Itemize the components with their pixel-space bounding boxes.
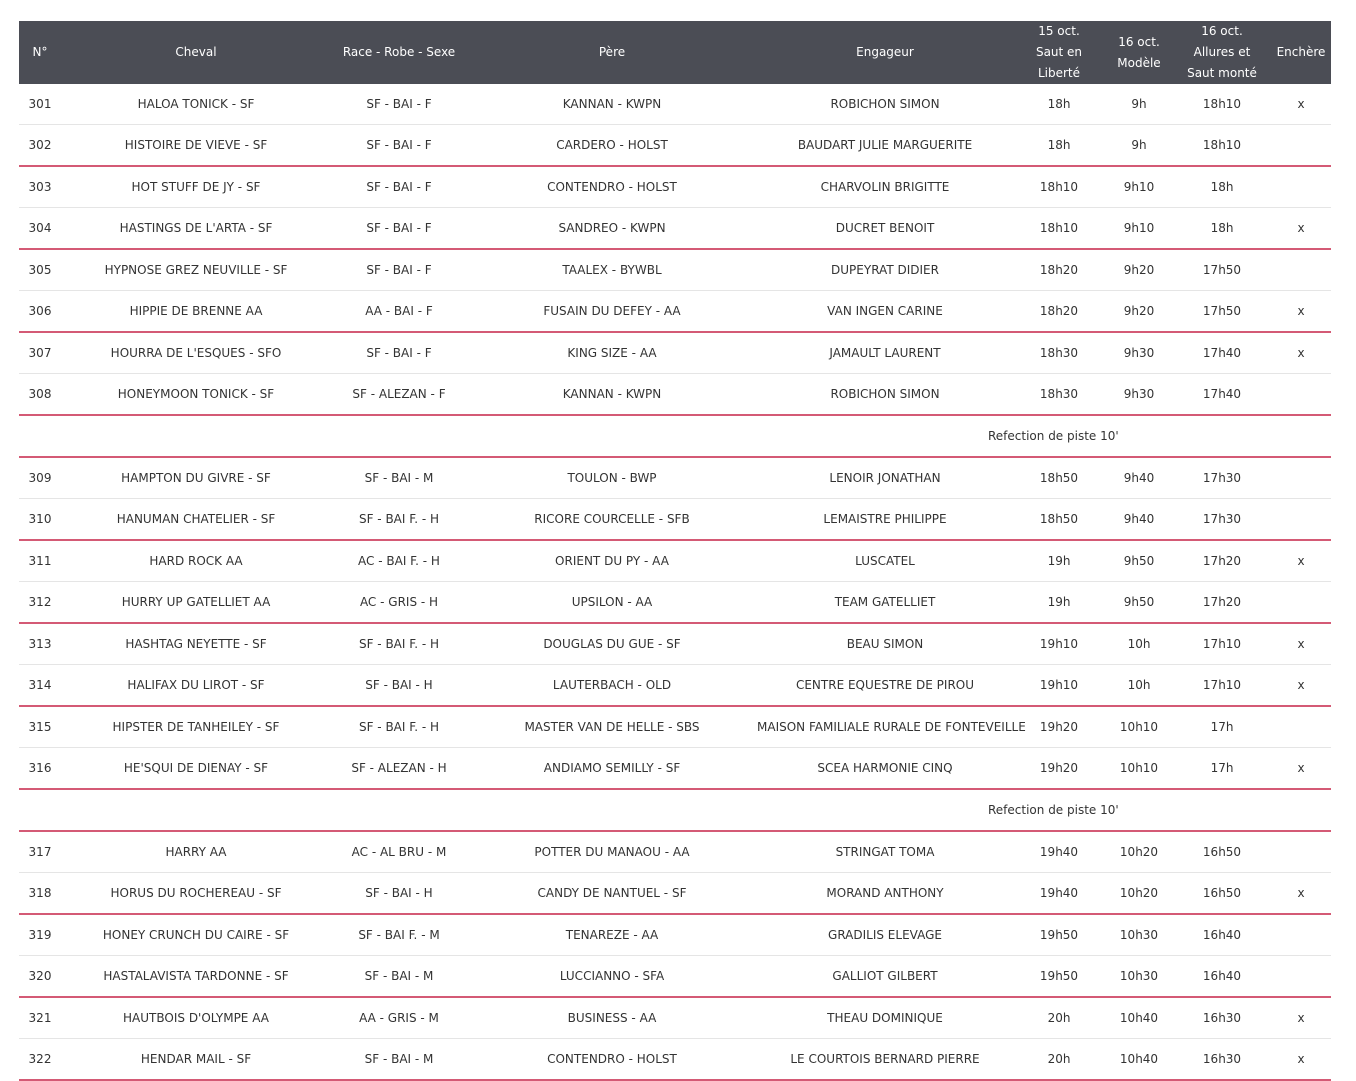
cell-breed: SF - BAI - F xyxy=(331,249,467,291)
cell-owner: GRADILIS ELEVAGE xyxy=(757,914,1013,956)
cell-num: 320 xyxy=(19,956,61,998)
cell-sire: TAALEX - BYWBL xyxy=(467,249,757,291)
cell-time-day2: 9h10 xyxy=(1105,166,1173,208)
cell-time-day1: 18h20 xyxy=(1013,249,1105,291)
cell-num: 317 xyxy=(19,831,61,873)
cell-breed: AA - BAI - F xyxy=(331,291,467,333)
table-body xyxy=(19,84,1331,1080)
table-header xyxy=(19,21,1331,84)
cell-time-day1: 18h30 xyxy=(1013,332,1105,374)
cell-sire: MASTER VAN DE HELLE - SBS xyxy=(467,706,757,748)
cell-time-day2: 9h40 xyxy=(1105,499,1173,541)
cell-sire: BUSINESS - AA xyxy=(467,997,757,1039)
cell-num: 303 xyxy=(19,166,61,208)
cell-num: 310 xyxy=(19,499,61,541)
track-refection-note: Refection de piste 10' xyxy=(19,415,1331,457)
cell-num: 309 xyxy=(19,457,61,499)
cell-owner: MORAND ANTHONY xyxy=(757,873,1013,915)
cell-time-day3: 17h40 xyxy=(1173,374,1271,416)
cell-num: 312 xyxy=(19,582,61,624)
table-row xyxy=(19,623,1331,665)
cell-time-day3: 17h20 xyxy=(1173,540,1271,582)
header-day3-line3: Saut monté xyxy=(1187,66,1257,80)
cell-sire: KANNAN - KWPN xyxy=(467,84,757,125)
cell-horse: HIPPIE DE BRENNE AA xyxy=(61,291,331,333)
cell-horse: HOURRA DE L'ESQUES - SFO xyxy=(61,332,331,374)
cell-breed: SF - BAI - M xyxy=(331,1039,467,1081)
cell-time-day2: 10h20 xyxy=(1105,831,1173,873)
cell-owner: DUCRET BENOIT xyxy=(757,208,1013,250)
cell-bid: x xyxy=(1271,291,1331,333)
cell-bid xyxy=(1271,956,1331,998)
cell-time-day3: 17h40 xyxy=(1173,332,1271,374)
cell-num: 307 xyxy=(19,332,61,374)
cell-time-day2: 10h40 xyxy=(1105,1039,1173,1081)
cell-sire: KANNAN - KWPN xyxy=(467,374,757,416)
cell-horse: HONEY CRUNCH DU CAIRE - SF xyxy=(61,914,331,956)
cell-sire: DOUGLAS DU GUE - SF xyxy=(467,623,757,665)
table-row xyxy=(19,291,1331,333)
cell-horse: HIPSTER DE TANHEILEY - SF xyxy=(61,706,331,748)
cell-time-day1: 19h xyxy=(1013,582,1105,624)
cell-breed: SF - BAI - M xyxy=(331,457,467,499)
cell-time-day2: 10h xyxy=(1105,623,1173,665)
cell-breed: SF - BAI - F xyxy=(331,332,467,374)
cell-time-day1: 18h30 xyxy=(1013,374,1105,416)
cell-time-day3: 17h50 xyxy=(1173,249,1271,291)
cell-num: 322 xyxy=(19,1039,61,1081)
cell-time-day2: 9h xyxy=(1105,84,1173,125)
cell-bid: x xyxy=(1271,540,1331,582)
header-day1-line1: 15 oct. xyxy=(1038,24,1080,38)
cell-bid: x xyxy=(1271,997,1331,1039)
table-row xyxy=(19,499,1331,541)
cell-time-day3: 16h50 xyxy=(1173,831,1271,873)
cell-time-day3: 17h10 xyxy=(1173,623,1271,665)
cell-bid: x xyxy=(1271,1039,1331,1081)
cell-owner: CENTRE EQUESTRE DE PIROU xyxy=(757,665,1013,707)
cell-owner: LEMAISTRE PHILIPPE xyxy=(757,499,1013,541)
cell-bid xyxy=(1271,374,1331,416)
table-row xyxy=(19,457,1331,499)
cell-horse: HURRY UP GATELLIET AA xyxy=(61,582,331,624)
cell-breed: SF - BAI - F xyxy=(331,84,467,125)
cell-time-day3: 17h xyxy=(1173,706,1271,748)
cell-breed: SF - BAI F. - H xyxy=(331,499,467,541)
cell-bid xyxy=(1271,831,1331,873)
cell-horse: HE'SQUI DE DIENAY - SF xyxy=(61,748,331,790)
cell-sire: ANDIAMO SEMILLY - SF xyxy=(467,748,757,790)
cell-time-day3: 17h20 xyxy=(1173,582,1271,624)
table-row xyxy=(19,84,1331,125)
cell-time-day2: 9h xyxy=(1105,125,1173,167)
cell-time-day2: 9h40 xyxy=(1105,457,1173,499)
cell-num: 318 xyxy=(19,873,61,915)
cell-owner: ROBICHON SIMON xyxy=(757,84,1013,125)
cell-horse: HYPNOSE GREZ NEUVILLE - SF xyxy=(61,249,331,291)
cell-time-day1: 18h50 xyxy=(1013,457,1105,499)
header-day3-line1: 16 oct. xyxy=(1201,24,1243,38)
cell-time-day1: 19h50 xyxy=(1013,956,1105,998)
cell-time-day1: 20h xyxy=(1013,1039,1105,1081)
cell-owner: BEAU SIMON xyxy=(757,623,1013,665)
cell-time-day2: 10h30 xyxy=(1105,956,1173,998)
cell-num: 306 xyxy=(19,291,61,333)
cell-owner: MAISON FAMILIALE RURALE DE FONTEVEILLE xyxy=(757,706,1013,748)
cell-time-day1: 19h40 xyxy=(1013,831,1105,873)
table-row xyxy=(19,997,1331,1039)
cell-time-day1: 19h10 xyxy=(1013,665,1105,707)
table-row xyxy=(19,249,1331,291)
cell-owner: DUPEYRAT DIDIER xyxy=(757,249,1013,291)
cell-time-day3: 17h30 xyxy=(1173,499,1271,541)
cell-breed: SF - BAI - F xyxy=(331,208,467,250)
cell-bid xyxy=(1271,125,1331,167)
cell-breed: SF - BAI - H xyxy=(331,873,467,915)
cell-horse: HASTALAVISTA TARDONNE - SF xyxy=(61,956,331,998)
cell-time-day3: 16h30 xyxy=(1173,997,1271,1039)
cell-sire: ORIENT DU PY - AA xyxy=(467,540,757,582)
cell-bid: x xyxy=(1271,748,1331,790)
header-day1-line3: Liberté xyxy=(1037,66,1081,80)
cell-bid: x xyxy=(1271,623,1331,665)
cell-num: 316 xyxy=(19,748,61,790)
table-row xyxy=(19,125,1331,167)
cell-breed: SF - BAI - F xyxy=(331,125,467,167)
cell-owner: ROBICHON SIMON xyxy=(757,374,1013,416)
table-row xyxy=(19,706,1331,748)
cell-owner: VAN INGEN CARINE xyxy=(757,291,1013,333)
cell-time-day1: 18h10 xyxy=(1013,208,1105,250)
cell-sire: SANDREO - KWPN xyxy=(467,208,757,250)
track-refection-row xyxy=(19,789,1331,831)
cell-breed: SF - BAI - F xyxy=(331,166,467,208)
cell-horse: HARRY AA xyxy=(61,831,331,873)
cell-num: 308 xyxy=(19,374,61,416)
cell-time-day2: 9h20 xyxy=(1105,249,1173,291)
cell-time-day1: 19h10 xyxy=(1013,623,1105,665)
cell-breed: SF - BAI - H xyxy=(331,665,467,707)
cell-bid: x xyxy=(1271,873,1331,915)
cell-bid: x xyxy=(1271,665,1331,707)
table-row xyxy=(19,956,1331,998)
cell-horse: HANUMAN CHATELIER - SF xyxy=(61,499,331,541)
cell-num: 311 xyxy=(19,540,61,582)
cell-num: 313 xyxy=(19,623,61,665)
header-row xyxy=(19,21,1331,84)
cell-time-day1: 18h50 xyxy=(1013,499,1105,541)
header-day3 xyxy=(1173,21,1271,84)
cell-horse: HONEYMOON TONICK - SF xyxy=(61,374,331,416)
cell-time-day3: 18h xyxy=(1173,166,1271,208)
header-owner: Engageur xyxy=(757,21,1013,84)
cell-time-day1: 19h20 xyxy=(1013,748,1105,790)
cell-sire: TENAREZE - AA xyxy=(467,914,757,956)
cell-num: 315 xyxy=(19,706,61,748)
cell-time-day1: 19h50 xyxy=(1013,914,1105,956)
cell-time-day1: 18h xyxy=(1013,84,1105,125)
cell-sire: TOULON - BWP xyxy=(467,457,757,499)
cell-bid: x xyxy=(1271,332,1331,374)
cell-bid xyxy=(1271,706,1331,748)
cell-owner: LENOIR JONATHAN xyxy=(757,457,1013,499)
cell-sire: CONTENDRO - HOLST xyxy=(467,166,757,208)
cell-owner: THEAU DOMINIQUE xyxy=(757,997,1013,1039)
cell-time-day3: 16h40 xyxy=(1173,914,1271,956)
cell-horse: HORUS DU ROCHEREAU - SF xyxy=(61,873,331,915)
cell-horse: HAMPTON DU GIVRE - SF xyxy=(61,457,331,499)
cell-horse: HAUTBOIS D'OLYMPE AA xyxy=(61,997,331,1039)
cell-bid xyxy=(1271,914,1331,956)
cell-bid xyxy=(1271,166,1331,208)
cell-num: 304 xyxy=(19,208,61,250)
cell-bid: x xyxy=(1271,208,1331,250)
cell-time-day2: 10h xyxy=(1105,665,1173,707)
header-sire: Père xyxy=(467,21,757,84)
cell-bid xyxy=(1271,499,1331,541)
header-day1 xyxy=(1013,21,1105,84)
cell-time-day2: 10h10 xyxy=(1105,706,1173,748)
schedule-table-container xyxy=(19,21,1331,1081)
cell-time-day1: 18h20 xyxy=(1013,291,1105,333)
cell-time-day3: 18h10 xyxy=(1173,125,1271,167)
cell-time-day2: 9h20 xyxy=(1105,291,1173,333)
cell-bid xyxy=(1271,582,1331,624)
cell-sire: UPSILON - AA xyxy=(467,582,757,624)
table-row xyxy=(19,332,1331,374)
cell-time-day2: 10h30 xyxy=(1105,914,1173,956)
cell-time-day3: 17h30 xyxy=(1173,457,1271,499)
table-row xyxy=(19,831,1331,873)
table-row xyxy=(19,582,1331,624)
cell-owner: LE COURTOIS BERNARD PIERRE xyxy=(757,1039,1013,1081)
cell-sire: RICORE COURCELLE - SFB xyxy=(467,499,757,541)
cell-owner: LUSCATEL xyxy=(757,540,1013,582)
table-row xyxy=(19,540,1331,582)
cell-time-day3: 17h50 xyxy=(1173,291,1271,333)
track-refection-row xyxy=(19,415,1331,457)
cell-time-day3: 17h xyxy=(1173,748,1271,790)
table-row xyxy=(19,873,1331,915)
cell-time-day2: 9h50 xyxy=(1105,540,1173,582)
cell-time-day2: 10h20 xyxy=(1105,873,1173,915)
cell-horse: HASTINGS DE L'ARTA - SF xyxy=(61,208,331,250)
header-num: N° xyxy=(19,21,61,84)
header-day1-line2: Saut en xyxy=(1035,45,1083,59)
cell-num: 302 xyxy=(19,125,61,167)
table-row xyxy=(19,166,1331,208)
cell-owner: TEAM GATELLIET xyxy=(757,582,1013,624)
header-breed: Race - Robe - Sexe xyxy=(331,21,467,84)
cell-horse: HENDAR MAIL - SF xyxy=(61,1039,331,1081)
cell-time-day2: 10h40 xyxy=(1105,997,1173,1039)
cell-num: 314 xyxy=(19,665,61,707)
cell-sire: LUCCIANNO - SFA xyxy=(467,956,757,998)
cell-time-day3: 18h xyxy=(1173,208,1271,250)
cell-sire: CONTENDRO - HOLST xyxy=(467,1039,757,1081)
header-day3-line2: Allures et xyxy=(1193,45,1251,59)
table-row xyxy=(19,748,1331,790)
cell-num: 321 xyxy=(19,997,61,1039)
cell-time-day2: 9h50 xyxy=(1105,582,1173,624)
cell-breed: AC - AL BRU - M xyxy=(331,831,467,873)
cell-horse: HASHTAG NEYETTE - SF xyxy=(61,623,331,665)
cell-bid xyxy=(1271,249,1331,291)
cell-breed: SF - BAI - M xyxy=(331,956,467,998)
cell-time-day1: 19h40 xyxy=(1013,873,1105,915)
cell-owner: SCEA HARMONIE CINQ xyxy=(757,748,1013,790)
header-day2-line2: Modèle xyxy=(1117,55,1161,70)
cell-time-day3: 16h50 xyxy=(1173,873,1271,915)
track-refection-note: Refection de piste 10' xyxy=(19,789,1331,831)
cell-time-day1: 19h20 xyxy=(1013,706,1105,748)
header-day2 xyxy=(1105,21,1173,84)
cell-num: 301 xyxy=(19,84,61,125)
cell-breed: AC - GRIS - H xyxy=(331,582,467,624)
cell-time-day1: 18h xyxy=(1013,125,1105,167)
cell-owner: CHARVOLIN BRIGITTE xyxy=(757,166,1013,208)
cell-horse: HARD ROCK AA xyxy=(61,540,331,582)
cell-owner: STRINGAT TOMA xyxy=(757,831,1013,873)
cell-breed: SF - BAI F. - M xyxy=(331,914,467,956)
cell-time-day3: 16h30 xyxy=(1173,1039,1271,1081)
cell-owner: GALLIOT GILBERT xyxy=(757,956,1013,998)
header-day2-line1: 16 oct. xyxy=(1118,34,1160,49)
cell-horse: HALOA TONICK - SF xyxy=(61,84,331,125)
cell-sire: POTTER DU MANAOU - AA xyxy=(467,831,757,873)
cell-breed: AC - BAI F. - H xyxy=(331,540,467,582)
cell-owner: BAUDART JULIE MARGUERITE xyxy=(757,125,1013,167)
table-row xyxy=(19,914,1331,956)
header-horse: Cheval xyxy=(61,21,331,84)
cell-sire: CARDERO - HOLST xyxy=(467,125,757,167)
cell-time-day2: 9h30 xyxy=(1105,332,1173,374)
cell-bid xyxy=(1271,457,1331,499)
table-row xyxy=(19,1039,1331,1081)
cell-num: 305 xyxy=(19,249,61,291)
schedule-table xyxy=(19,21,1331,1081)
cell-time-day2: 10h10 xyxy=(1105,748,1173,790)
table-row xyxy=(19,374,1331,416)
cell-horse: HOT STUFF DE JY - SF xyxy=(61,166,331,208)
cell-num: 319 xyxy=(19,914,61,956)
cell-sire: CANDY DE NANTUEL - SF xyxy=(467,873,757,915)
cell-sire: KING SIZE - AA xyxy=(467,332,757,374)
cell-breed: SF - ALEZAN - F xyxy=(331,374,467,416)
cell-bid: x xyxy=(1271,84,1331,125)
header-bid: Enchère xyxy=(1271,21,1331,84)
cell-sire: FUSAIN DU DEFEY - AA xyxy=(467,291,757,333)
cell-time-day1: 18h10 xyxy=(1013,166,1105,208)
cell-time-day3: 17h10 xyxy=(1173,665,1271,707)
cell-breed: SF - BAI F. - H xyxy=(331,706,467,748)
cell-time-day1: 20h xyxy=(1013,997,1105,1039)
cell-horse: HALIFAX DU LIROT - SF xyxy=(61,665,331,707)
cell-time-day1: 19h xyxy=(1013,540,1105,582)
cell-time-day2: 9h30 xyxy=(1105,374,1173,416)
cell-breed: SF - ALEZAN - H xyxy=(331,748,467,790)
cell-time-day3: 18h10 xyxy=(1173,84,1271,125)
cell-breed: SF - BAI F. - H xyxy=(331,623,467,665)
cell-breed: AA - GRIS - M xyxy=(331,997,467,1039)
table-row xyxy=(19,208,1331,250)
cell-time-day3: 16h40 xyxy=(1173,956,1271,998)
table-row xyxy=(19,665,1331,707)
cell-owner: JAMAULT LAURENT xyxy=(757,332,1013,374)
cell-time-day2: 9h10 xyxy=(1105,208,1173,250)
cell-horse: HISTOIRE DE VIEVE - SF xyxy=(61,125,331,167)
cell-sire: LAUTERBACH - OLD xyxy=(467,665,757,707)
